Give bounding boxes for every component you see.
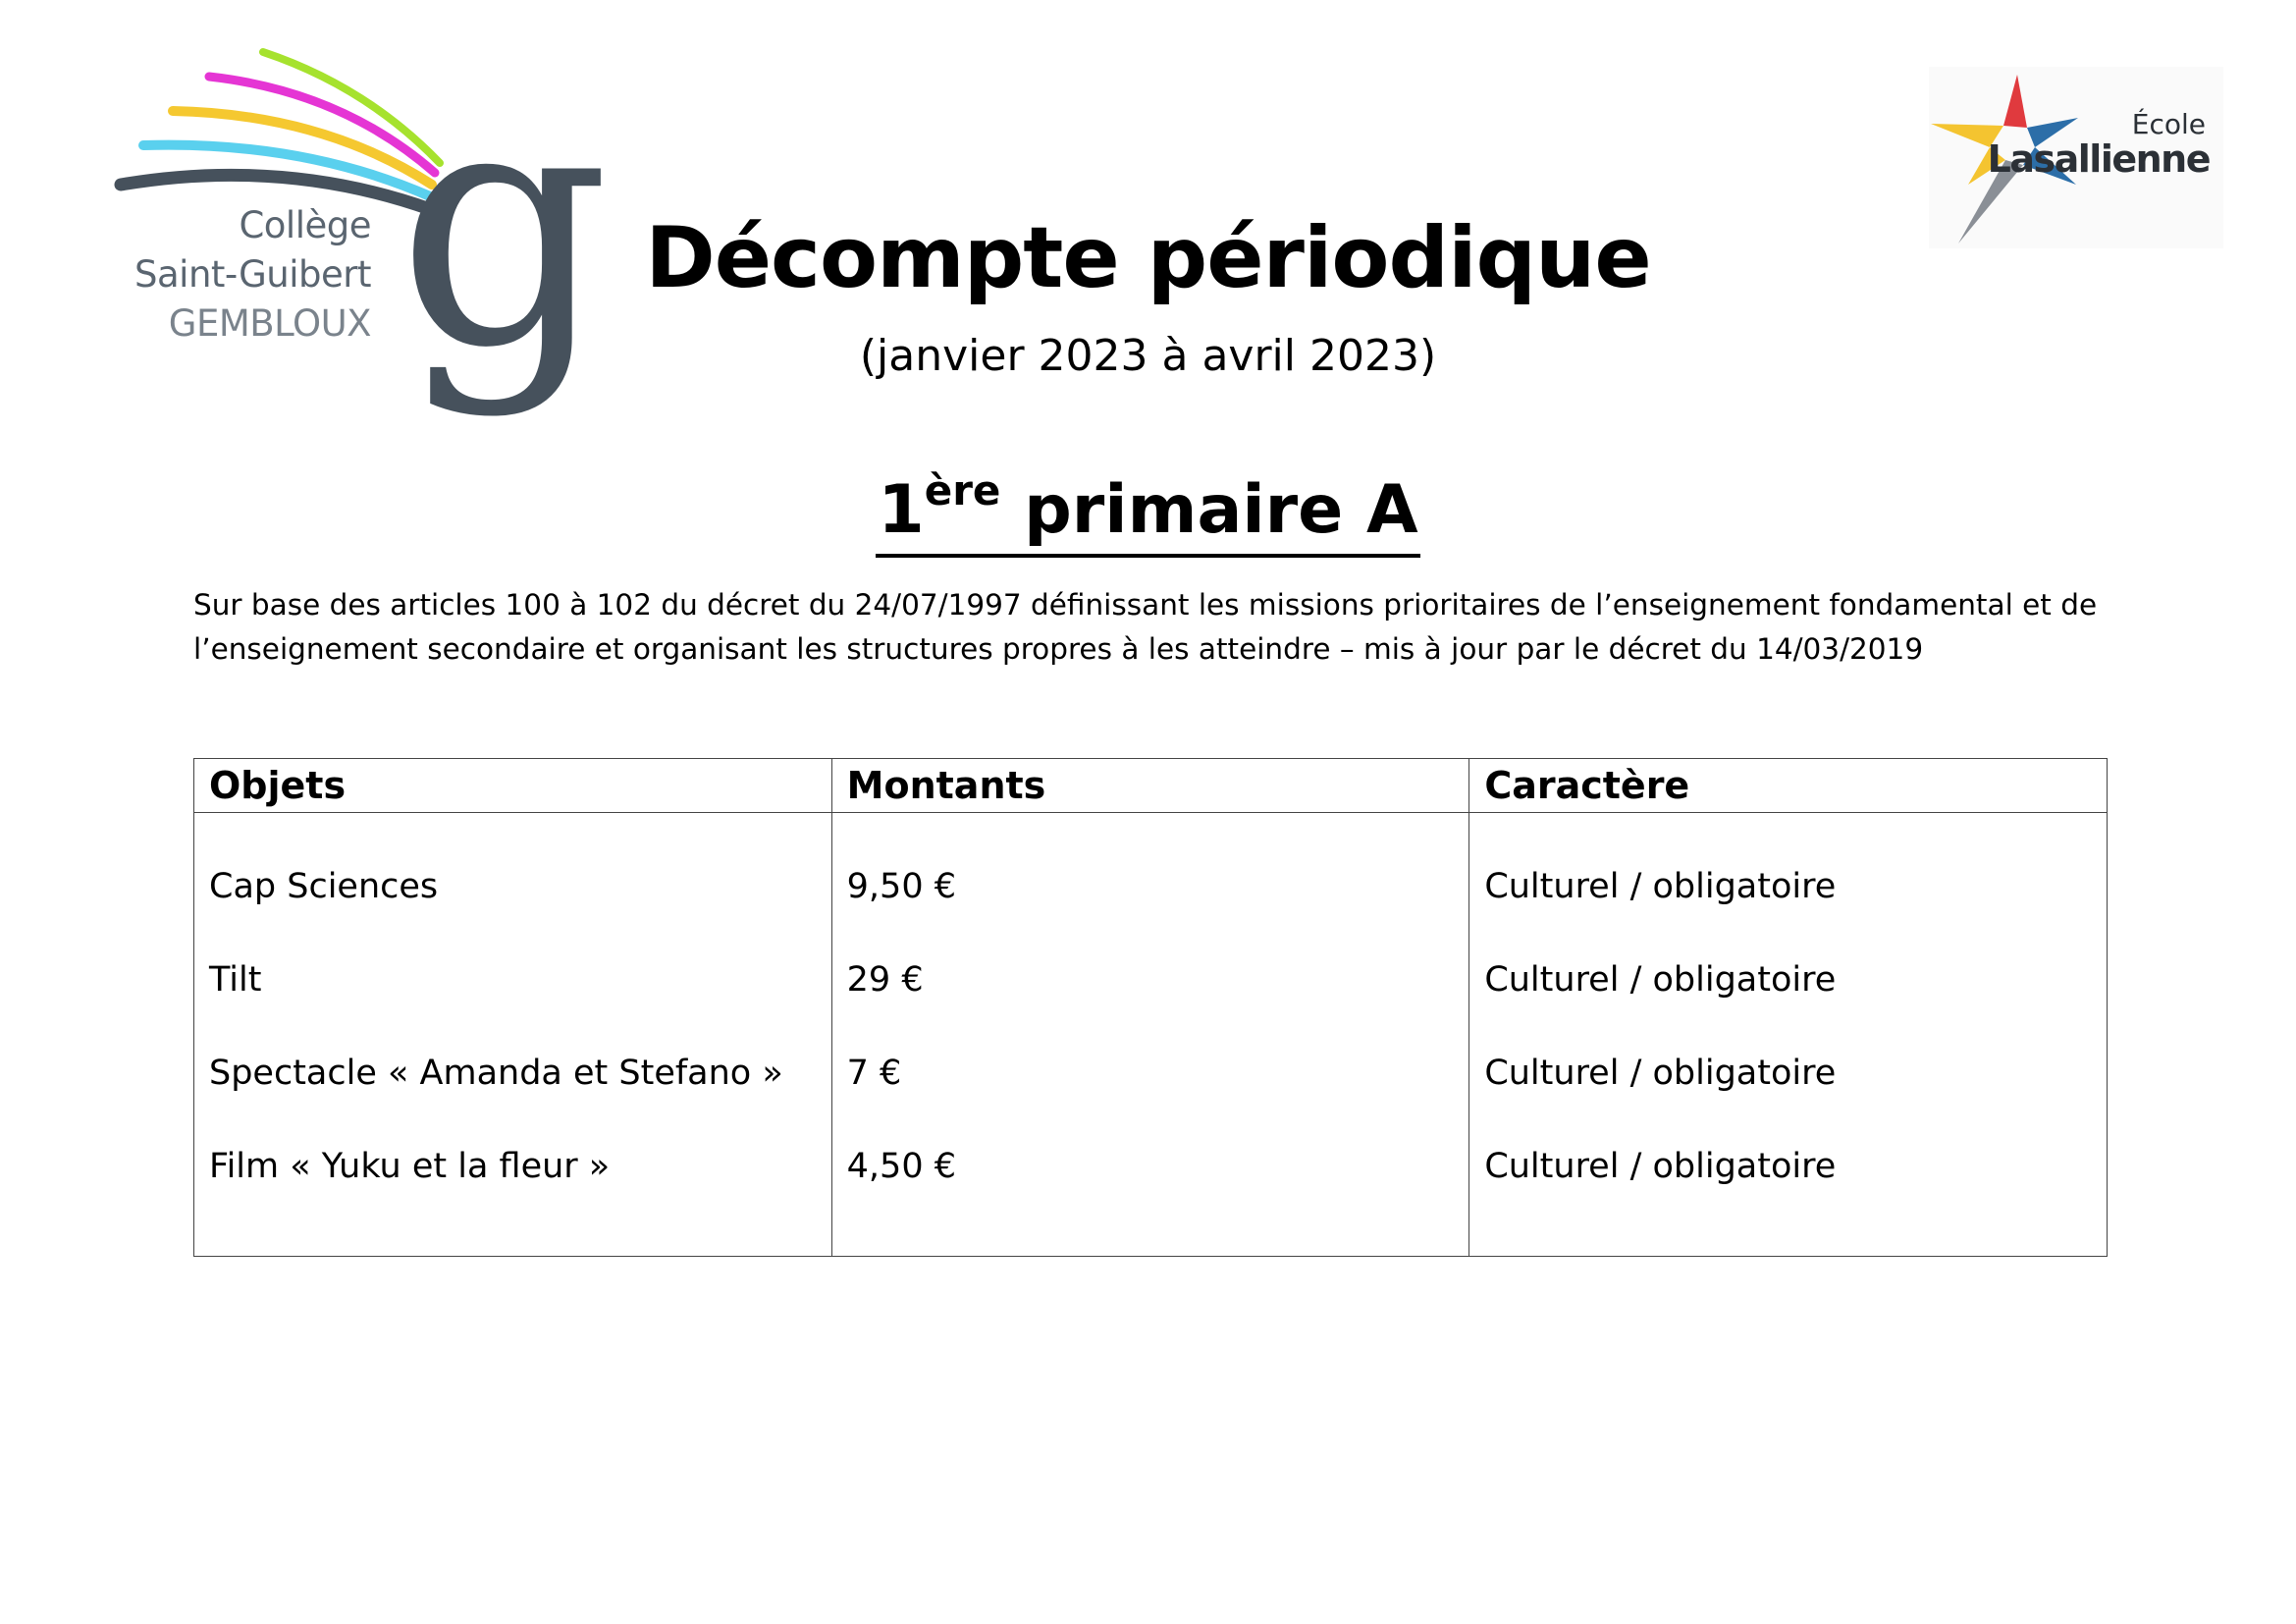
header-montants: Montants [831, 759, 1469, 813]
objet-cell: Film « Yuku et la fleur » [209, 1147, 611, 1186]
objet-cell: Tilt [209, 960, 262, 1000]
logo-lasallienne-label: Lasallienne [1987, 137, 2210, 181]
costs-table [193, 758, 2108, 1257]
caractere-cell: Culturel / obligatoire [1484, 960, 1837, 1000]
caractere-cell: Culturel / obligatoire [1484, 1147, 1837, 1186]
class-heading-underlined [876, 467, 1419, 558]
montant-cell: 4,50 € [846, 1147, 956, 1186]
objet-cell: Spectacle « Amanda et Stefano » [209, 1054, 783, 1093]
header-objets: Objets [194, 759, 832, 813]
class-ordinal-suffix: ère [924, 466, 1001, 514]
column-caractere [1469, 813, 2108, 1257]
montant-cell: 7 € [846, 1054, 902, 1093]
column-montants [831, 813, 1469, 1257]
caractere-cell: Culturel / obligatoire [1484, 867, 1837, 906]
class-number: 1 [878, 471, 925, 549]
class-heading [0, 461, 2296, 560]
table-header-row [194, 759, 2108, 813]
legal-basis-paragraph: Sur base des articles 100 à 102 du décret du 24/07/1997 définissant les missions prioritaires de l’enseignement fondamental et de l’enseignement secondaire et organisant les structures propres à les atteindre – mis à jour par le décret du 14/03/2019 [193, 588, 2098, 666]
header-caractere: Caractère [1469, 759, 2108, 813]
montant-cell: 29 € [846, 960, 924, 1000]
montant-cell: 9,50 € [846, 867, 956, 906]
logo-saint-guibert-label: Saint-Guibert [134, 253, 371, 296]
period-subtitle: (janvier 2023 à avril 2023) [859, 331, 1437, 381]
logo-gembloux-label: GEMBLOUX [168, 302, 371, 345]
logo-college-label: Collège [239, 204, 371, 246]
class-name: primaire A [1000, 471, 1418, 549]
column-objets [194, 813, 832, 1257]
table-body-row [194, 813, 2108, 1257]
logo-g-letter: g [397, 32, 611, 421]
star-red-arm [2003, 75, 2027, 128]
caractere-cell: Culturel / obligatoire [1484, 1054, 1837, 1093]
logo-ecole-label: École [2131, 108, 2206, 140]
page-title: Décompte périodique [645, 209, 1651, 307]
objet-cell: Cap Sciences [209, 867, 439, 906]
